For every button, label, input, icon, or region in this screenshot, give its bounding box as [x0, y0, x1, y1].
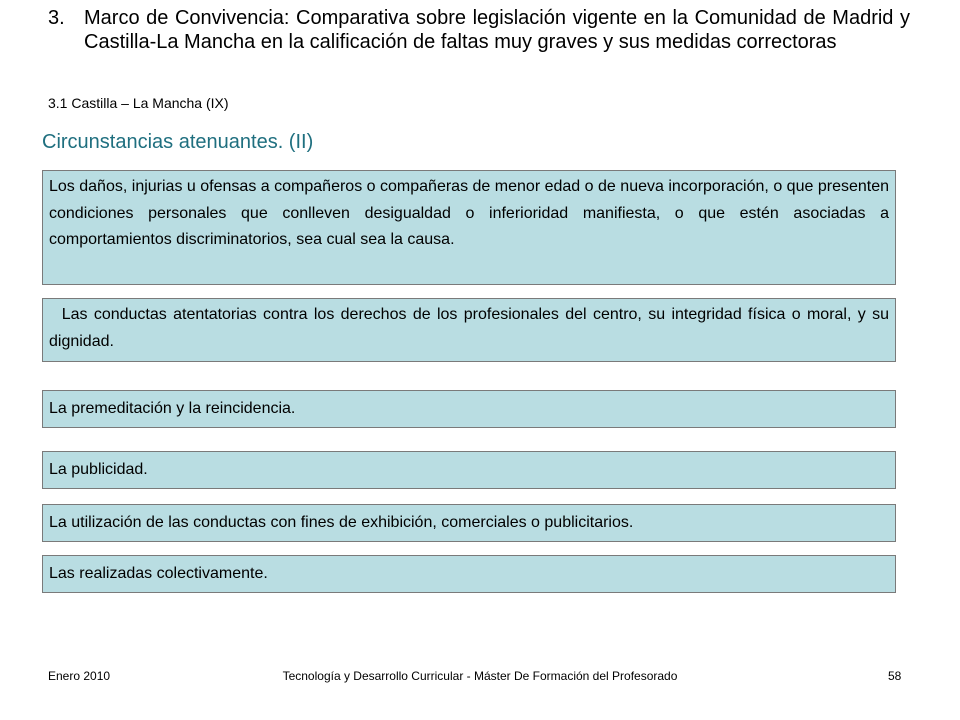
heading-text: Marco de Convivencia: Comparativa sobre legislación vigente en la Comunidad de Madrid y Castilla-La Mancha en la calificación de faltas muy graves y sus medidas correctoras	[84, 7, 910, 53]
footer-center: Tecnología y Desarrollo Curricular - Máster De Formación del Profesorado	[282, 669, 678, 683]
text-box-2: Las conductas atentatorias contra los derechos de los profesionales del centro, su integridad física o moral, y su dignidad.	[42, 298, 896, 362]
text-box-6: Las realizadas colectivamente.	[42, 555, 896, 593]
footer-page-number: 58	[888, 669, 902, 683]
slide-heading	[48, 6, 910, 54]
subheading: 3.1 Castilla – La Mancha (IX)	[48, 95, 229, 111]
section-title: Circunstancias atenuantes. (II)	[42, 131, 314, 153]
text-box-4: La publicidad.	[42, 451, 896, 489]
text-box-3: La premeditación y la reincidencia.	[42, 390, 896, 428]
text-box-5: La utilización de las conductas con fines de exhibición, comerciales o publicitarios.	[42, 504, 896, 542]
text-box-1: Los daños, injurias u ofensas a compañeros o compañeras de menor edad o de nueva incorporación, o que presenten condiciones personales que conlleven desigualdad o inferioridad manifiesta, o que estén asociadas a comportamientos discriminatorios, sea cual sea la causa.	[42, 170, 896, 285]
footer-date: Enero 2010	[48, 669, 111, 683]
heading-number: 3.	[48, 7, 65, 29]
